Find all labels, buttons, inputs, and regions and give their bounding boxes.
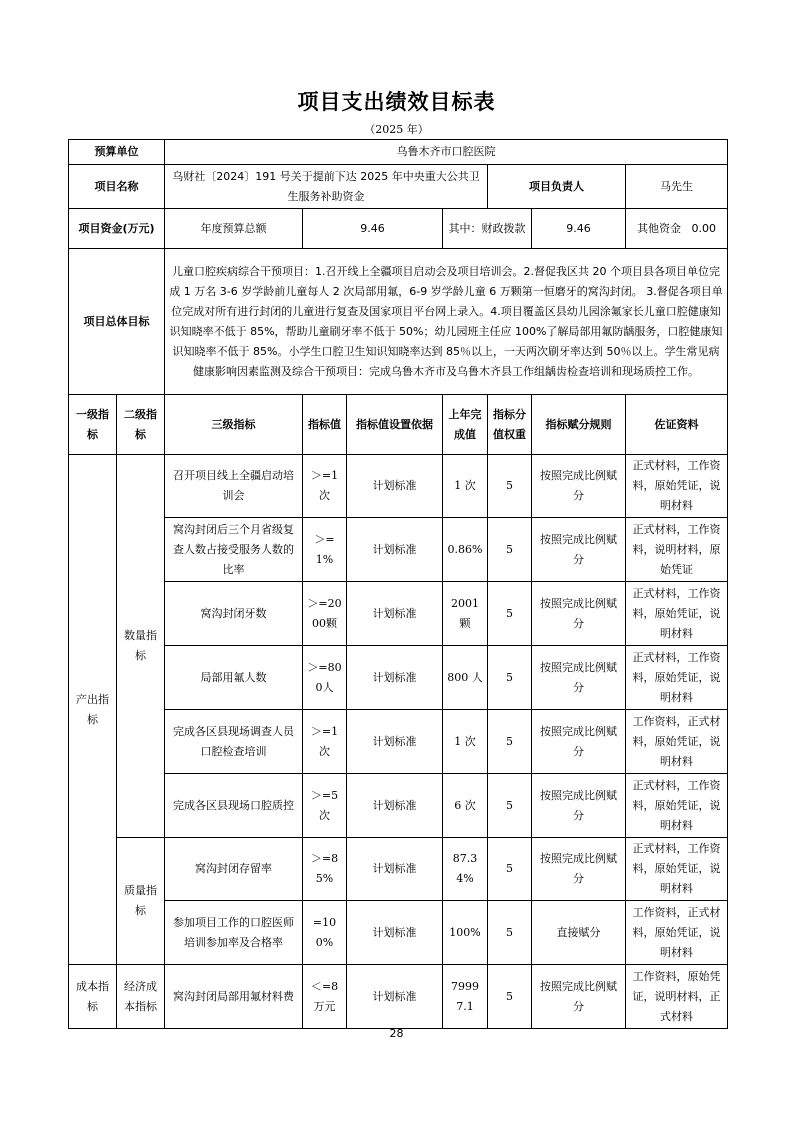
other-funds xyxy=(626,209,728,249)
header-last-year: 上年完成值 xyxy=(443,395,488,455)
header-rule: 指标赋分规则 xyxy=(532,395,626,455)
table-row xyxy=(69,774,728,838)
group-economic-cost: 经济成本指标 xyxy=(117,965,165,1029)
indicator-value: ＞=2000颗 xyxy=(303,582,347,646)
indicator-basis: 计划标准 xyxy=(347,582,443,646)
indicator-basis: 计划标准 xyxy=(347,965,443,1029)
table-row xyxy=(69,646,728,710)
budget-unit-label: 预算单位 xyxy=(69,140,165,165)
indicator-name: 窝沟封闭局部用氟材料费 xyxy=(165,965,303,1029)
header-evidence: 佐证资料 xyxy=(626,395,728,455)
budget-unit-value: 乌鲁木齐市口腔医院 xyxy=(165,140,728,165)
group-quantity: 数量指标 xyxy=(117,455,165,838)
indicator-rule: 按照完成比例赋分 xyxy=(532,455,626,518)
indicator-value: ＞=1次 xyxy=(303,455,347,518)
table-row xyxy=(69,710,728,774)
header-row xyxy=(69,395,728,455)
indicator-rule: 按照完成比例赋分 xyxy=(532,774,626,838)
indicator-basis: 计划标准 xyxy=(347,518,443,582)
fiscal-label: 其中：财政拨款 xyxy=(443,209,532,249)
indicator-weight: 5 xyxy=(488,965,532,1029)
fiscal-value: 9.46 xyxy=(532,209,626,249)
indicator-value: ＞=85% xyxy=(303,838,347,901)
header-value: 指标值 xyxy=(303,395,347,455)
indicator-value: ＞=5次 xyxy=(303,774,347,838)
indicator-last-year: 87.34% xyxy=(443,838,488,901)
annual-budget-value: 9.46 xyxy=(303,209,443,249)
indicator-basis: 计划标准 xyxy=(347,710,443,774)
indicator-last-year: 2001颗 xyxy=(443,582,488,646)
indicator-basis: 计划标准 xyxy=(347,838,443,901)
goal-label: 项目总体目标 xyxy=(69,249,165,395)
annual-budget-label: 年度预算总额 xyxy=(165,209,303,249)
indicator-name: 窝沟封闭后三个月省级复查人数占接受服务人数的比率 xyxy=(165,518,303,582)
indicator-weight: 5 xyxy=(488,646,532,710)
indicator-evidence: 正式材料，工作资料，说明材料，原始凭证 xyxy=(626,518,728,582)
indicator-value: ＞=1次 xyxy=(303,710,347,774)
indicator-evidence: 正式材料，工作资料，原始凭证，说明材料 xyxy=(626,582,728,646)
project-name-value: 乌财社〔2024〕191 号关于提前下达 2025 年中央重大公共卫生服务补助资金 xyxy=(165,165,488,209)
indicator-value: ＞=1% xyxy=(303,518,347,582)
indicator-rule: 直接赋分 xyxy=(532,901,626,965)
manager-label: 项目负责人 xyxy=(488,165,626,209)
indicator-weight: 5 xyxy=(488,582,532,646)
indicator-last-year: 6 次 xyxy=(443,774,488,838)
project-name-row xyxy=(69,165,728,209)
indicator-last-year: 100% xyxy=(443,901,488,965)
indicator-rule: 按照完成比例赋分 xyxy=(532,965,626,1029)
indicator-weight: 5 xyxy=(488,710,532,774)
indicator-basis: 计划标准 xyxy=(347,646,443,710)
budget-unit-row xyxy=(69,140,728,165)
funds-label: 项目资金(万元) xyxy=(69,209,165,249)
funds-row xyxy=(69,209,728,249)
indicator-last-year: 1 次 xyxy=(443,710,488,774)
indicator-evidence: 正式材料，工作资料，原始凭证，说明材料 xyxy=(626,455,728,518)
indicator-value: ＜=8万元 xyxy=(303,965,347,1029)
group-output: 产出指标 xyxy=(69,455,117,965)
indicator-basis: 计划标准 xyxy=(347,774,443,838)
indicator-weight: 5 xyxy=(488,518,532,582)
indicator-name: 完成各区县现场调查人员口腔检查培训 xyxy=(165,710,303,774)
indicator-name: 窝沟封闭存留率 xyxy=(165,838,303,901)
indicator-evidence: 工作资料，原始凭证，说明材料，正式材料 xyxy=(626,965,728,1029)
page-number: 28 xyxy=(389,1027,404,1040)
indicator-rule: 按照完成比例赋分 xyxy=(532,518,626,582)
table-row xyxy=(69,455,728,518)
indicator-name: 召开项目线上全疆启动培训会 xyxy=(165,455,303,518)
manager-value: 马先生 xyxy=(626,165,728,209)
indicator-name: 局部用氟人数 xyxy=(165,646,303,710)
header-level2: 二级指标 xyxy=(117,395,165,455)
header-level1: 一级指标 xyxy=(69,395,117,455)
indicator-evidence: 正式材料，工作资料，原始凭证，说明材料 xyxy=(626,838,728,901)
indicator-last-year: 1 次 xyxy=(443,455,488,518)
indicator-rule: 按照完成比例赋分 xyxy=(532,582,626,646)
group-cost: 成本指标 xyxy=(69,965,117,1029)
other-funds-value: 0.00 xyxy=(691,221,716,235)
goal-row xyxy=(69,249,728,395)
table-row xyxy=(69,901,728,965)
indicator-evidence: 工作资料，正式材料，原始凭证，说明材料 xyxy=(626,710,728,774)
header-level3: 三级指标 xyxy=(165,395,303,455)
indicator-rule: 按照完成比例赋分 xyxy=(532,646,626,710)
page-title: 项目支出绩效目标表 xyxy=(297,90,496,114)
indicator-last-year: 0.86% xyxy=(443,518,488,582)
indicator-name: 参加项目工作的口腔医师培训参加率及合格率 xyxy=(165,901,303,965)
table-row xyxy=(69,518,728,582)
indicator-weight: 5 xyxy=(488,838,532,901)
indicator-basis: 计划标准 xyxy=(347,455,443,518)
header-weight: 指标分值权重 xyxy=(488,395,532,455)
indicator-evidence: 正式材料，工作资料，原始凭证，说明材料 xyxy=(626,774,728,838)
page-subtitle: （2025 年） xyxy=(364,123,429,136)
performance-table xyxy=(68,139,728,1029)
indicator-basis: 计划标准 xyxy=(347,901,443,965)
indicator-weight: 5 xyxy=(488,774,532,838)
indicator-weight: 5 xyxy=(488,901,532,965)
goal-value: 儿童口腔疾病综合干预项目：1.召开线上全疆项目启动会及项目培训会。2.督促我区共 20 个项目县各项目单位完成 1 万名 3-6 岁学龄前儿童每人 2 次局部用氟，6-9 岁学龄儿童 6 万颗第一恒磨牙的窝沟封闭。 3.督促各项目单位完成对所有进行封闭的儿童进行复查及国家项目平台网上录入。4.项目覆盖区县幼儿园涂氟家长儿童口腔健康知识知晓率不低于 85%，帮助儿童刷牙率不低于 50%；幼儿园班主任应 100%了解局部用氟防龋服务，口腔健康知识知晓率不低于 85%。小学生口腔卫生知识知晓率达到 85％以上，一天两次刷牙率达到 50％以上。学生常见病健康影响因素监测及综合干预项目：完成乌鲁木齐市及乌鲁木齐县工作组龋齿检查培训和现场质控工作。 xyxy=(165,249,728,395)
group-quality: 质量指标 xyxy=(117,838,165,965)
indicator-evidence: 正式材料，工作资料，原始凭证，说明材料 xyxy=(626,646,728,710)
indicator-evidence: 工作资料，正式材料，原始凭证，说明材料 xyxy=(626,901,728,965)
table-row xyxy=(69,838,728,901)
indicator-rule: 按照完成比例赋分 xyxy=(532,838,626,901)
indicator-rule: 按照完成比例赋分 xyxy=(532,710,626,774)
project-name-label: 项目名称 xyxy=(69,165,165,209)
indicator-last-year: 79997.1 xyxy=(443,965,488,1029)
indicator-value: ＞=800人 xyxy=(303,646,347,710)
table-row xyxy=(69,965,728,1029)
indicator-value: =100% xyxy=(303,901,347,965)
indicator-last-year: 800 人 xyxy=(443,646,488,710)
header-basis: 指标值设置依据 xyxy=(347,395,443,455)
table-row xyxy=(69,582,728,646)
other-funds-label: 其他资金 xyxy=(637,221,681,235)
indicator-name: 完成各区县现场口腔质控 xyxy=(165,774,303,838)
indicator-name: 窝沟封闭牙数 xyxy=(165,582,303,646)
indicator-weight: 5 xyxy=(488,455,532,518)
